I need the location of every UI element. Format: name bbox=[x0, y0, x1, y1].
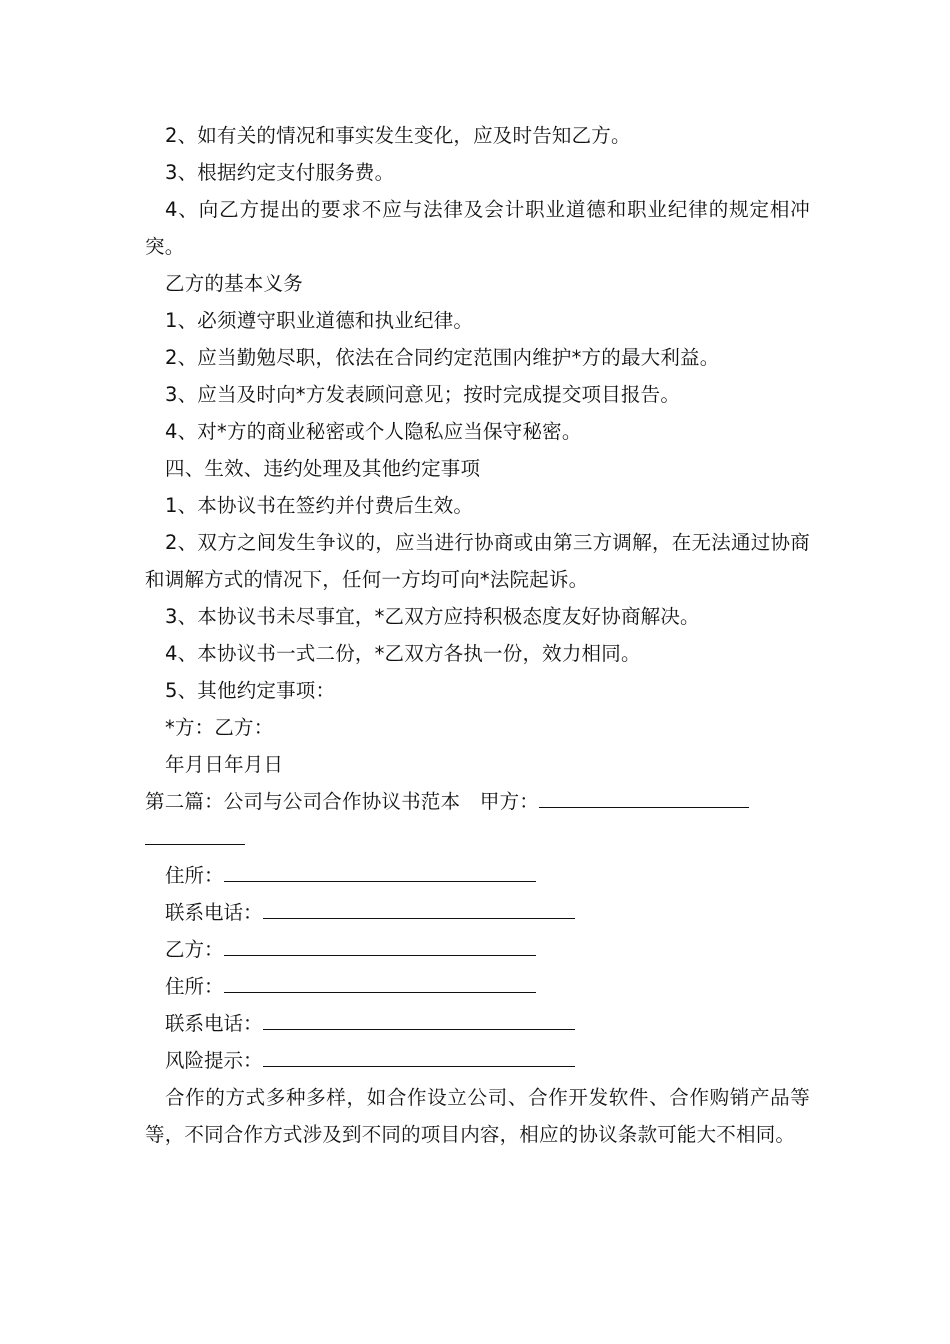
field-address-b bbox=[145, 968, 810, 1005]
field-label: 联系电话： bbox=[165, 1012, 263, 1035]
signature-dates: 年月日年月日 bbox=[165, 753, 284, 776]
cooperation-methods-paragraph: 合作的方式多种多样，如合作设立公司、合作开发软件、合作购销产品等等，不同合作方式涉及到不同的项目内容，相应的协议条款可能大不相同。 bbox=[145, 1086, 810, 1146]
clause-2-inform-changes: 2、如有关的情况和事实发生变化，应及时告知乙方。 bbox=[165, 124, 631, 147]
phone-a-blank[interactable] bbox=[263, 896, 575, 919]
address-b-blank[interactable] bbox=[224, 970, 536, 993]
clause-other-matters: 5、其他约定事项： bbox=[165, 679, 336, 702]
risk-notice-blank[interactable] bbox=[263, 1044, 575, 1067]
party-a-blank[interactable] bbox=[539, 785, 749, 808]
phone-b-blank[interactable] bbox=[263, 1007, 575, 1030]
clause-b1-ethics: 1、必须遵守职业道德和执业纪律。 bbox=[165, 309, 474, 332]
clause-unresolved-matters: 3、本协议书未尽事宜，*乙双方应持积极态度友好协商解决。 bbox=[165, 605, 700, 628]
clause-effective: 1、本协议书在签约并付费后生效。 bbox=[165, 494, 474, 517]
document-body bbox=[145, 117, 810, 1153]
party-a-blank-continuation-line bbox=[145, 820, 810, 857]
field-label: 住所： bbox=[165, 864, 224, 887]
field-address-a bbox=[145, 857, 810, 894]
field-party-b bbox=[145, 931, 810, 968]
field-risk-notice bbox=[145, 1042, 810, 1079]
clause-b4-confidentiality: 4、对*方的商业秘密或个人隐私应当保守秘密。 bbox=[165, 420, 582, 443]
signature-parties: *方：乙方： bbox=[165, 716, 274, 739]
clause-b3-opinions: 3、应当及时向*方发表顾问意见；按时完成提交项目报告。 bbox=[165, 383, 681, 406]
second-article-heading: 第二篇：公司与公司合作协议书范本 甲方： bbox=[145, 790, 540, 813]
field-label: 联系电话： bbox=[165, 901, 263, 924]
address-a-blank[interactable] bbox=[224, 859, 536, 882]
party-b-blank[interactable] bbox=[224, 933, 536, 956]
party-b-obligations-heading: 乙方的基本义务 bbox=[165, 272, 303, 295]
field-label: 风险提示： bbox=[165, 1049, 263, 1072]
second-article-heading-line bbox=[145, 783, 810, 820]
clause-copies: 4、本协议书一式二份，*乙双方各执一份，效力相同。 bbox=[165, 642, 641, 665]
clause-3-pay-fee: 3、根据约定支付服务费。 bbox=[165, 161, 395, 184]
field-phone-a bbox=[145, 894, 810, 931]
party-a-blank-continuation[interactable] bbox=[145, 822, 245, 845]
clause-4-no-conflict: 4、向乙方提出的要求不应与法律及会计职业道德和职业纪律的规定相冲突。 bbox=[145, 198, 810, 258]
section-four-heading: 四、生效、违约处理及其他约定事项 bbox=[165, 457, 481, 480]
field-label: 乙方： bbox=[165, 938, 224, 961]
clause-b2-diligence: 2、应当勤勉尽职，依法在合同约定范围内维护*方的最大利益。 bbox=[165, 346, 720, 369]
clause-dispute: 2、双方之间发生争议的，应当进行协商或由第三方调解，在无法通过协商和调解方式的情况下，任何一方均可向*法院起诉。 bbox=[145, 531, 810, 591]
field-phone-b bbox=[145, 1005, 810, 1042]
field-label: 住所： bbox=[165, 975, 224, 998]
